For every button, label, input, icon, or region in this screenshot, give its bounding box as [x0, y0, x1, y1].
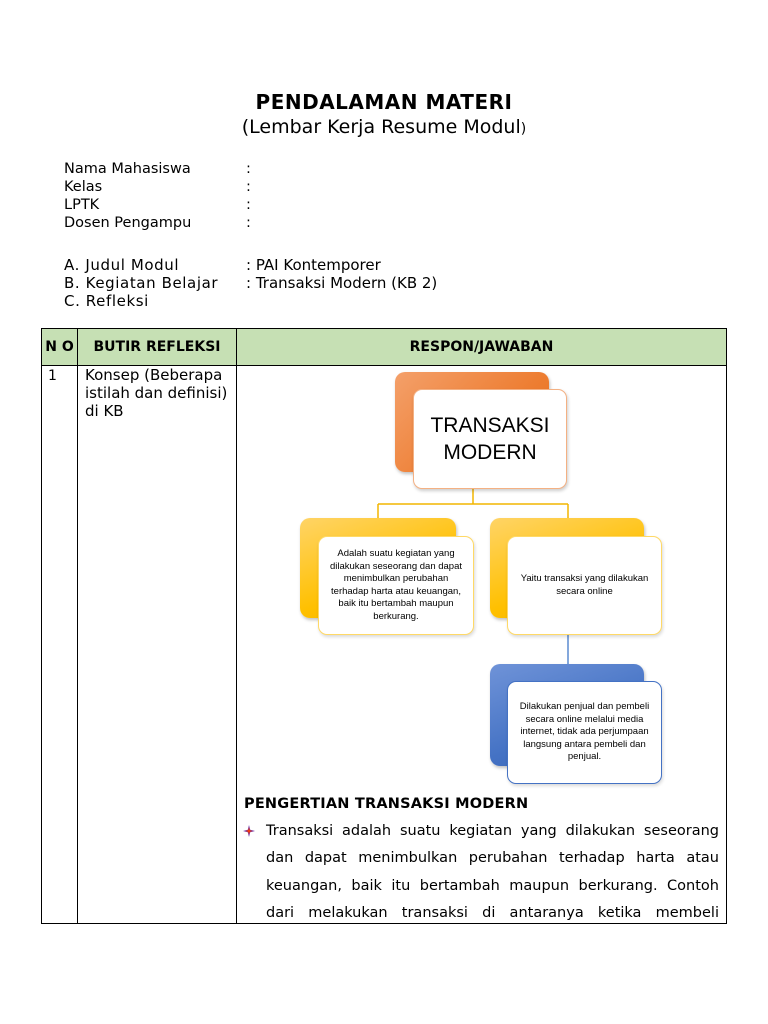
section-refleksi [64, 292, 246, 310]
right-definition-text: Yaitu transaksi yang dilakukan secara online [520, 573, 649, 597]
info-value: : [246, 215, 251, 231]
row-number: 1 [42, 366, 78, 924]
left-definition-text: Adalah suatu kegiatan yang dilakukan seseorang dan dapat menimbulkan perubahan terhadap harta atau keuangan, baik itu bertambah maupun berkurang. [329, 548, 463, 622]
section-value: : Transaksi Modern (KB 2) [246, 274, 438, 292]
pengertian-text: Transaksi adalah suatu kegiatan yang dilakukan seseorang dan dapat menimbulkan perubahan terhadap harta atau keuangan, baik itu bertambah maupun berkurang. Contoh dari melakukan transaksi di antaranya ketika membeli [266, 823, 719, 921]
section-label: B. Kegiatan Belajar [64, 274, 219, 292]
left-definition-box [318, 536, 474, 635]
right-definition-box [507, 536, 662, 635]
section-label: C. Refleksi [64, 292, 149, 310]
info-label: Kelas [64, 179, 103, 195]
bottom-detail-text: Dilakukan penjual dan pembeli secara online melalui media internet, tidak ada perjumpaan langsung antara pembeli dan penjual. [519, 701, 650, 763]
subtitle-paren: ) [520, 121, 527, 137]
header-no: N O [42, 329, 78, 366]
bottom-detail-box [507, 681, 662, 784]
concept-diagram [237, 366, 727, 791]
subtitle-text: (Lembar Kerja Resume Modul [241, 116, 521, 138]
row-respon [237, 366, 727, 924]
document-subtitle [0, 116, 768, 138]
info-value: : [246, 179, 251, 195]
header-butir-refleksi: BUTIR REFLEKSI [78, 329, 237, 366]
row-butir: Konsep (Beberapa istilah dan definisi) di KB [78, 366, 237, 924]
header-respon-jawaban: RESPON/JAWABAN [237, 329, 727, 366]
pengertian-heading: PENGERTIAN TRANSAKSI MODERN [244, 796, 529, 812]
table-row [42, 366, 727, 924]
info-value: : [246, 197, 251, 213]
document-title: PENDALAMAN MATERI [255, 90, 513, 114]
main-box [413, 389, 567, 489]
star-bullet-icon [243, 825, 255, 837]
info-label: LPTK [64, 197, 100, 213]
main-box-title: TRANSAKSI MODERN [430, 414, 550, 464]
table-header-row [42, 329, 727, 366]
section-kegiatan-belajar [64, 274, 437, 292]
info-kelas [64, 178, 251, 196]
info-label: Dosen Pengampu [64, 215, 192, 231]
reflection-table [41, 328, 727, 924]
info-lptk [64, 196, 251, 214]
section-label: A. Judul Modul [64, 256, 180, 274]
info-value: : [246, 161, 251, 177]
info-label: Nama Mahasiswa [64, 161, 191, 177]
info-dosen [64, 214, 251, 232]
info-nama [64, 160, 251, 178]
section-judul-modul [64, 256, 381, 274]
section-value: : PAI Kontemporer [246, 256, 381, 274]
